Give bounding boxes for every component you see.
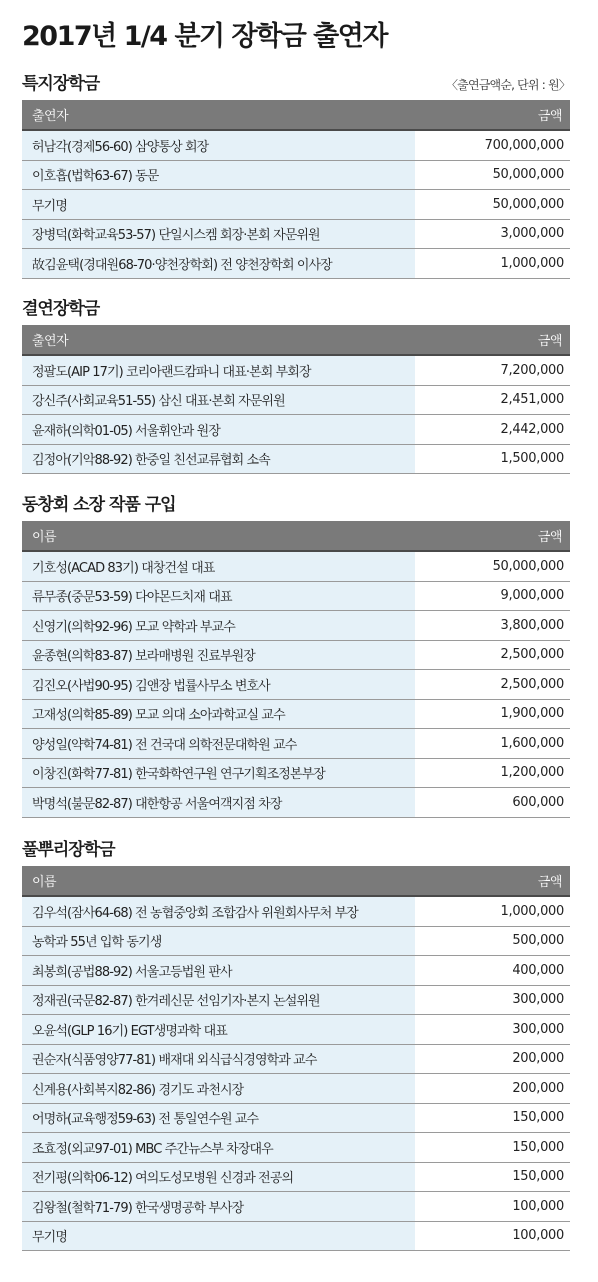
amount-cell: 9,000,000 — [500, 588, 564, 604]
donor-name-cell: 오윤석(GLP 16기) EGT생명과학 대표 — [22, 1015, 415, 1044]
amount-cell: 3,000,000 — [500, 226, 564, 242]
donor-name-cell: 양성일(약학74-81) 전 건국대 의학전문대학원 교수 — [22, 729, 415, 758]
amount-cell: 1,500,000 — [500, 451, 564, 467]
table-row — [22, 1133, 570, 1163]
amount-cell: 150,000 — [512, 1110, 564, 1126]
page-title: 2017년 1/4 분기 장학금 출연자 — [22, 21, 387, 52]
table-row — [22, 611, 570, 641]
amount-cell: 1,600,000 — [500, 735, 564, 751]
column-header-name: 출연자 — [32, 334, 69, 349]
amount-cell: 100,000 — [512, 1198, 564, 1214]
amount-cell: 500,000 — [512, 933, 564, 949]
amount-cell: 200,000 — [512, 1080, 564, 1096]
donor-name-cell: 기호성(ACAD 83기) 대창건설 대표 — [22, 552, 415, 581]
donor-name-cell: 허남각(경제56-60) 삼양통상 회장 — [22, 131, 415, 160]
amount-cell: 2,451,000 — [500, 392, 564, 408]
table-row — [22, 445, 570, 475]
table-row — [22, 356, 570, 386]
donor-name-cell: 무기명 — [22, 190, 415, 219]
donor-name-cell: 이호흡(법학63-67) 동문 — [22, 161, 415, 190]
donor-name-cell: 신영기(의학92-96) 모교 약학과 부교수 — [22, 611, 415, 640]
table-header — [22, 100, 570, 131]
table-row — [22, 1015, 570, 1045]
amount-cell: 700,000,000 — [484, 137, 564, 153]
table-row — [22, 249, 570, 279]
table-row — [22, 788, 570, 818]
amount-cell: 3,800,000 — [500, 617, 564, 633]
donor-name-cell: 강신주(사회교육51-55) 삼신 대표·본회 자문위원 — [22, 386, 415, 415]
table-row — [22, 582, 570, 612]
section-header — [22, 66, 570, 100]
section-header — [22, 291, 570, 325]
table-row — [22, 927, 570, 957]
donor-name-cell: 무기명 — [22, 1222, 415, 1251]
table-row — [22, 1104, 570, 1134]
unit-note: 〈출연금액순, 단위 : 원〉 — [445, 78, 570, 92]
donor-name-cell: 농학과 55년 입학 동기생 — [22, 927, 415, 956]
table-row — [22, 220, 570, 250]
amount-cell: 150,000 — [512, 1139, 564, 1155]
section-title: 동창회 소장 작품 구입 — [22, 495, 176, 515]
donor-name-cell: 윤재하(의학01-05) 서울휘안과 원장 — [22, 415, 415, 444]
table-row — [22, 897, 570, 927]
donor-name-cell: 박명석(불문82-87) 대한항공 서울여객지점 차장 — [22, 788, 415, 817]
donor-name-cell: 정팔도(AIP 17기) 코리아랜드캄파니 대표·본회 부회장 — [22, 356, 415, 385]
amount-cell: 600,000 — [512, 794, 564, 810]
donor-name-cell: 윤종현(의학83-87) 보라매병원 진료부원장 — [22, 641, 415, 670]
amount-cell: 1,000,000 — [500, 903, 564, 919]
amount-cell: 50,000,000 — [492, 558, 564, 574]
column-header-name: 이름 — [32, 875, 57, 890]
amount-cell: 100,000 — [512, 1228, 564, 1244]
amount-cell: 200,000 — [512, 1051, 564, 1067]
section-header — [22, 832, 570, 866]
table-row — [22, 1163, 570, 1193]
section-title: 특지장학금 — [22, 74, 100, 94]
table-row — [22, 670, 570, 700]
column-header-amount: 금액 — [537, 109, 562, 124]
amount-cell: 400,000 — [512, 962, 564, 978]
table-row — [22, 956, 570, 986]
amount-cell: 2,500,000 — [500, 676, 564, 692]
amount-cell: 2,500,000 — [500, 647, 564, 663]
donor-name-cell: 장병덕(화학교육53-57) 단일시스켐 회장·본회 자문위원 — [22, 220, 415, 249]
amount-cell: 1,000,000 — [500, 255, 564, 271]
donor-name-cell: 故김윤택(경대원68-70·양천장학회) 전 양천장학회 이사장 — [22, 249, 415, 278]
table-row — [22, 700, 570, 730]
column-header-amount: 금액 — [537, 334, 562, 349]
table-row — [22, 759, 570, 789]
table-row — [22, 131, 570, 161]
column-header-amount: 금액 — [537, 875, 562, 890]
donor-name-cell: 전기평(의학06-12) 여의도성모병원 신경과 전공의 — [22, 1163, 415, 1192]
section-title: 결연장학금 — [22, 299, 100, 319]
donor-name-cell: 신계용(사회복지82-86) 경기도 과천시장 — [22, 1074, 415, 1103]
donor-name-cell: 김우석(잠사64-68) 전 농협중앙회 조합감사 위원회사무처 부장 — [22, 897, 415, 926]
table-header — [22, 866, 570, 897]
scholarship-section — [22, 291, 570, 474]
donor-name-cell: 권순자(식품영양77-81) 배재대 외식급식경영학과 교수 — [22, 1045, 415, 1074]
donor-name-cell: 어명하(교육행정59-63) 전 통일연수원 교수 — [22, 1104, 415, 1133]
amount-cell: 50,000,000 — [492, 167, 564, 183]
table-row — [22, 161, 570, 191]
donor-name-cell: 조효정(외교97-01) MBC 주간뉴스부 차장대우 — [22, 1133, 415, 1162]
scholarship-section — [22, 487, 570, 818]
table-row — [22, 641, 570, 671]
amount-cell: 50,000,000 — [492, 196, 564, 212]
section-header — [22, 487, 570, 521]
donor-name-cell: 정재권(국문82-87) 한겨레신문 선임기자·본지 논설위원 — [22, 986, 415, 1015]
donor-name-cell: 김왕철(철학71-79) 한국생명공학 부사장 — [22, 1192, 415, 1221]
table-row — [22, 1045, 570, 1075]
table-row — [22, 1074, 570, 1104]
amount-cell: 150,000 — [512, 1169, 564, 1185]
amount-cell: 7,200,000 — [500, 362, 564, 378]
column-header-amount: 금액 — [537, 530, 562, 545]
amount-cell: 2,442,000 — [500, 421, 564, 437]
column-header-name: 이름 — [32, 530, 57, 545]
table-row — [22, 986, 570, 1016]
table-header — [22, 521, 570, 552]
table-row — [22, 1192, 570, 1222]
donor-name-cell: 이창진(화학77-81) 한국화학연구원 연구기획조정본부장 — [22, 759, 415, 788]
scholarship-section — [22, 66, 570, 279]
scholarship-section — [22, 832, 570, 1251]
table-row — [22, 552, 570, 582]
table-row — [22, 386, 570, 416]
section-title: 풀뿌리장학금 — [22, 840, 115, 860]
table-row — [22, 190, 570, 220]
amount-cell: 1,200,000 — [500, 765, 564, 781]
amount-cell: 1,900,000 — [500, 706, 564, 722]
amount-cell: 300,000 — [512, 992, 564, 1008]
table-row — [22, 1222, 570, 1252]
table-header — [22, 325, 570, 356]
donor-name-cell: 최봉희(공법88-92) 서울고등법원 판사 — [22, 956, 415, 985]
donor-name-cell: 김정아(기악88-92) 한중일 친선교류협회 소속 — [22, 445, 415, 474]
donor-name-cell: 고재성(의학85-89) 모교 의대 소아과학교실 교수 — [22, 700, 415, 729]
amount-cell: 300,000 — [512, 1021, 564, 1037]
table-row — [22, 729, 570, 759]
column-header-name: 출연자 — [32, 109, 69, 124]
donor-name-cell: 류무종(중문53-59) 다야몬드치재 대표 — [22, 582, 415, 611]
donor-name-cell: 김진오(사법90-95) 김앤장 법률사무소 변호사 — [22, 670, 415, 699]
table-row — [22, 415, 570, 445]
